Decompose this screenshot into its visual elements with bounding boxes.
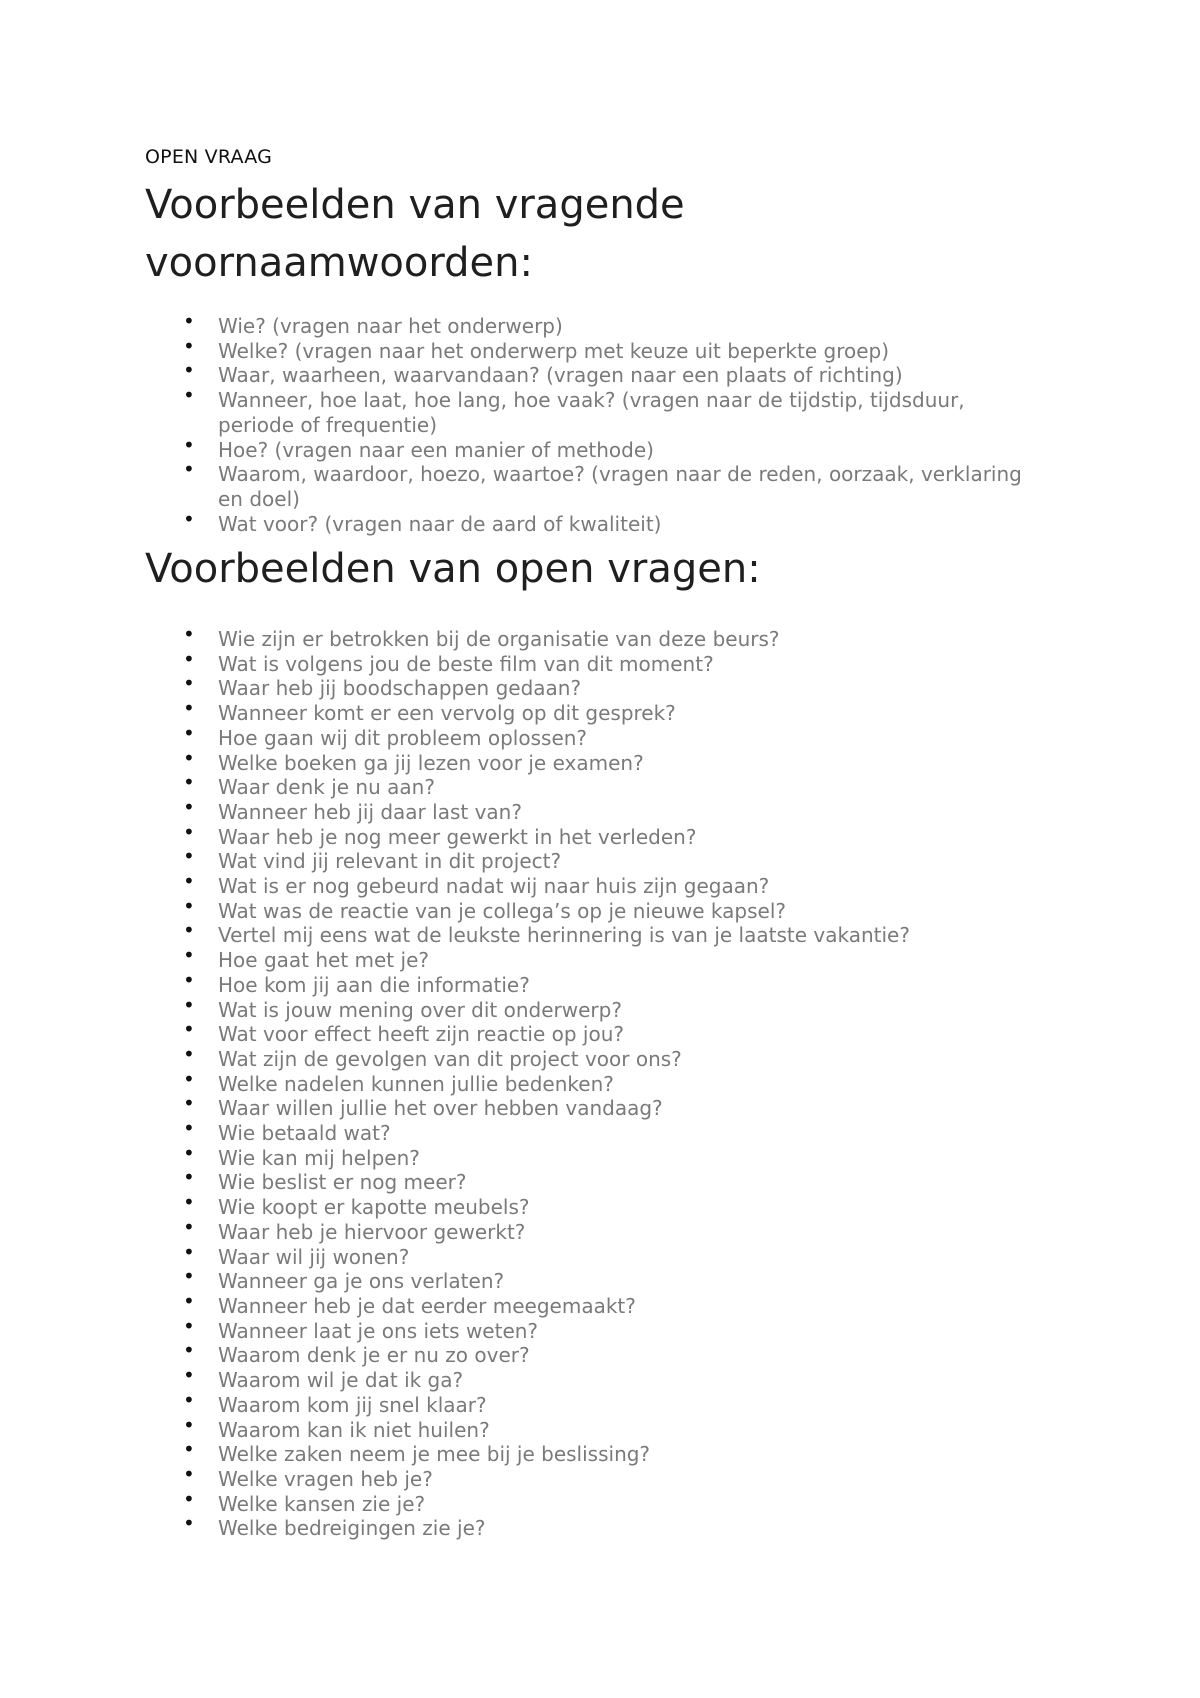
list-item-text: Wat is volgens jou de beste film van dit moment? (218, 651, 714, 676)
bullet-icon: • (183, 1041, 195, 1066)
list-item (0, 1511, 1038, 1541)
list-item-text: Waarom kan ik niet huilen? (218, 1417, 490, 1442)
list-item-text: Waar heb je nog meer gewerkt in het verleden? (218, 824, 697, 849)
list-item (0, 1165, 1038, 1195)
list-item (0, 943, 1038, 973)
list-item-text: Welke boeken ga jij lezen voor je examen? (218, 750, 644, 775)
list-item-text: Waar wil jij wonen? (218, 1244, 410, 1269)
list-item (0, 1313, 1038, 1344)
list-item (0, 1041, 1038, 1072)
list-item (0, 745, 1038, 776)
bullet-icon: • (183, 844, 195, 869)
bullet-icon: • (183, 1140, 195, 1165)
list-item-text: Waar denk je nu aan? (218, 775, 435, 800)
bullet-icon: • (183, 893, 195, 918)
document-label: OPEN VRAAG (145, 146, 273, 168)
list-item-text: Wat is jouw mening over dit onderwerp? (218, 997, 622, 1022)
list-item (0, 1091, 1038, 1121)
bullet-icon: • (183, 696, 195, 721)
list-item (0, 333, 1038, 364)
list-item-text: Wanneer ga je ons verlaten? (218, 1269, 505, 1294)
list-item (0, 1437, 1038, 1467)
list-item-text: Wat vind jij relevant in dit project? (218, 849, 562, 874)
list-item (0, 893, 1038, 924)
list-item (0, 358, 1038, 388)
list-item (0, 646, 1038, 677)
list-item-text: Hoe gaat het met je? (218, 948, 429, 973)
list-item-text: Wat voor? (vragen naar de aard of kwaliteit) (218, 511, 662, 536)
list-item (0, 309, 1038, 339)
list-item (0, 1140, 1038, 1171)
bullet-icon: • (183, 819, 195, 844)
list-item (0, 992, 1038, 1023)
bullet-icon: • (183, 1363, 195, 1388)
list-item-text: Welke? (vragen naar het onderwerp met keuze uit beperkte groep) (218, 338, 890, 363)
list-item (0, 1017, 1038, 1047)
list-item (0, 1486, 1038, 1517)
list-item-text: Wie kan mij helpen? (218, 1145, 420, 1170)
list-item (0, 1288, 1038, 1319)
list-item (0, 1412, 1038, 1443)
bullet-icon: • (183, 1239, 195, 1264)
list-item-text: Wanneer komt er een vervolg op dit gesprek? (218, 701, 676, 726)
bullet-icon: • (183, 794, 195, 819)
bullet-icon: • (183, 383, 195, 408)
list-item-text: Waar, waarheen, waarvandaan? (vragen naar een plaats of richting) (218, 363, 903, 388)
bullet-icon: • (183, 1190, 195, 1215)
bullet-icon: • (183, 457, 195, 482)
bullet-icon: • (183, 1116, 195, 1141)
list-item-text: Wie zijn er betrokken bij de organisatie van deze beurs? (218, 627, 780, 651)
list-item-text: Wat was de reactie van je collega’s op je nieuwe kapsel? (218, 898, 786, 923)
list-item-text: Welke nadelen kunnen jullie bedenken? (218, 1071, 614, 1096)
bullet-icon: • (183, 1338, 195, 1363)
bullet-icon: • (183, 1091, 195, 1116)
list-item-text: Welke kansen zie je? (218, 1491, 426, 1516)
bullet-icon: • (183, 333, 195, 358)
list-item-text: Wie? (vragen naar het onderwerp) (218, 314, 563, 338)
list-item (0, 869, 1038, 899)
list-item (0, 720, 1038, 751)
list-item (0, 1214, 1038, 1245)
list-item-text: Hoe kom jij aan die informatie? (218, 972, 530, 997)
list-item-text: Waarom wil je dat ik ga? (218, 1368, 464, 1393)
bullet-icon: • (183, 1437, 195, 1462)
bullet-icon: • (183, 622, 195, 646)
list-item (0, 844, 1038, 874)
list-item-text: Wat is er nog gebeurd nadat wij naar huis zijn gegaan? (218, 874, 770, 899)
list-item (0, 432, 1038, 463)
list-item (0, 770, 1038, 800)
bullet-icon: • (183, 1313, 195, 1338)
bullet-icon: • (183, 1387, 195, 1412)
list-vragende-voornaamwoorden (0, 309, 1200, 536)
list-item (0, 1239, 1038, 1270)
list-open-vragen (0, 622, 1200, 1541)
list-item-text: Wie beslist er nog meer? (218, 1170, 467, 1195)
list-item (0, 671, 1038, 701)
list-item-text: Waarom denk je er nu zo over? (218, 1343, 530, 1368)
list-item-text: Vertel mij eens wat de leukste herinnering is van je laatste vakantie? (218, 923, 910, 948)
bullet-icon: • (183, 1214, 195, 1239)
bullet-icon: • (183, 967, 195, 992)
bullet-icon: • (183, 745, 195, 770)
bullet-icon: • (183, 1066, 195, 1091)
bullet-icon: • (183, 992, 195, 1017)
list-item (0, 1387, 1038, 1418)
list-item (0, 622, 1038, 652)
bullet-icon: • (183, 506, 195, 531)
bullet-icon: • (183, 1264, 195, 1289)
bullet-icon: • (183, 309, 195, 333)
list-item (0, 918, 1038, 948)
list-item (0, 1264, 1038, 1294)
list-item (0, 819, 1038, 850)
list-item-text: Wie koopt er kapotte meubels? (218, 1195, 530, 1220)
list-item-text: Wanneer heb je dat eerder meegemaakt? (218, 1293, 636, 1318)
list-item-text: Wanneer heb jij daar last van? (218, 799, 522, 824)
list-item (0, 457, 1038, 511)
list-item (0, 1461, 1038, 1492)
heading-vragende-voornaamwoorden: Voorbeelden van vragende voornaamwoorden: (145, 182, 685, 286)
list-item (0, 1066, 1038, 1097)
bullet-icon: • (183, 869, 195, 894)
list-item-text: Wanneer, hoe laat, hoe lang, hoe vaak? (vragen naar de tijdstip, tijdsduur, periode of frequentie) (218, 388, 965, 437)
list-item-text: Waarom kom jij snel klaar? (218, 1392, 487, 1417)
list-item (0, 1363, 1038, 1393)
list-item-text: Wat zijn de gevolgen van dit project voor ons? (218, 1046, 682, 1071)
bullet-icon: • (183, 646, 195, 671)
bullet-icon: • (183, 432, 195, 457)
list-item-text: Wat voor effect heeft zijn reactie op jou? (218, 1022, 625, 1047)
list-item-text: Welke bedreigingen zie je? (218, 1516, 486, 1541)
list-item (0, 1190, 1038, 1220)
heading-open-vragen: Voorbeelden van open vragen: (145, 546, 761, 592)
list-item (0, 1338, 1038, 1368)
bullet-icon: • (183, 770, 195, 795)
list-item-text: Wanneer laat je ons iets weten? (218, 1318, 539, 1343)
list-item (0, 696, 1038, 726)
bullet-icon: • (183, 358, 195, 383)
list-item-text: Wie betaald wat? (218, 1121, 391, 1146)
bullet-icon: • (183, 671, 195, 696)
bullet-icon: • (183, 1461, 195, 1486)
list-item-text: Welke vragen heb je? (218, 1466, 433, 1491)
bullet-icon: • (183, 1511, 195, 1536)
list-item-text: Waar willen jullie het over hebben vandaag? (218, 1096, 663, 1121)
bullet-icon: • (183, 1486, 195, 1511)
list-item-text: Waar heb je hiervoor gewerkt? (218, 1219, 526, 1244)
bullet-icon: • (183, 943, 195, 968)
list-item-text: Waarom, waardoor, hoezo, waartoe? (vragen naar de reden, oorzaak, verklaring en doel) (218, 462, 1022, 511)
list-item (0, 794, 1038, 825)
bullet-icon: • (183, 1288, 195, 1313)
bullet-icon: • (183, 1412, 195, 1437)
list-item (0, 383, 1038, 437)
list-item (0, 967, 1038, 998)
bullet-icon: • (183, 918, 195, 943)
list-item-text: Welke zaken neem je mee bij je beslissing? (218, 1442, 651, 1467)
list-item (0, 1116, 1038, 1146)
list-item-text: Waar heb jij boodschappen gedaan? (218, 676, 582, 701)
bullet-icon: • (183, 1017, 195, 1042)
list-item-text: Hoe? (vragen naar een manier of methode) (218, 437, 654, 462)
list-item (0, 506, 1038, 537)
bullet-icon: • (183, 1165, 195, 1190)
bullet-icon: • (183, 720, 195, 745)
list-item-text: Hoe gaan wij dit probleem oplossen? (218, 725, 588, 750)
